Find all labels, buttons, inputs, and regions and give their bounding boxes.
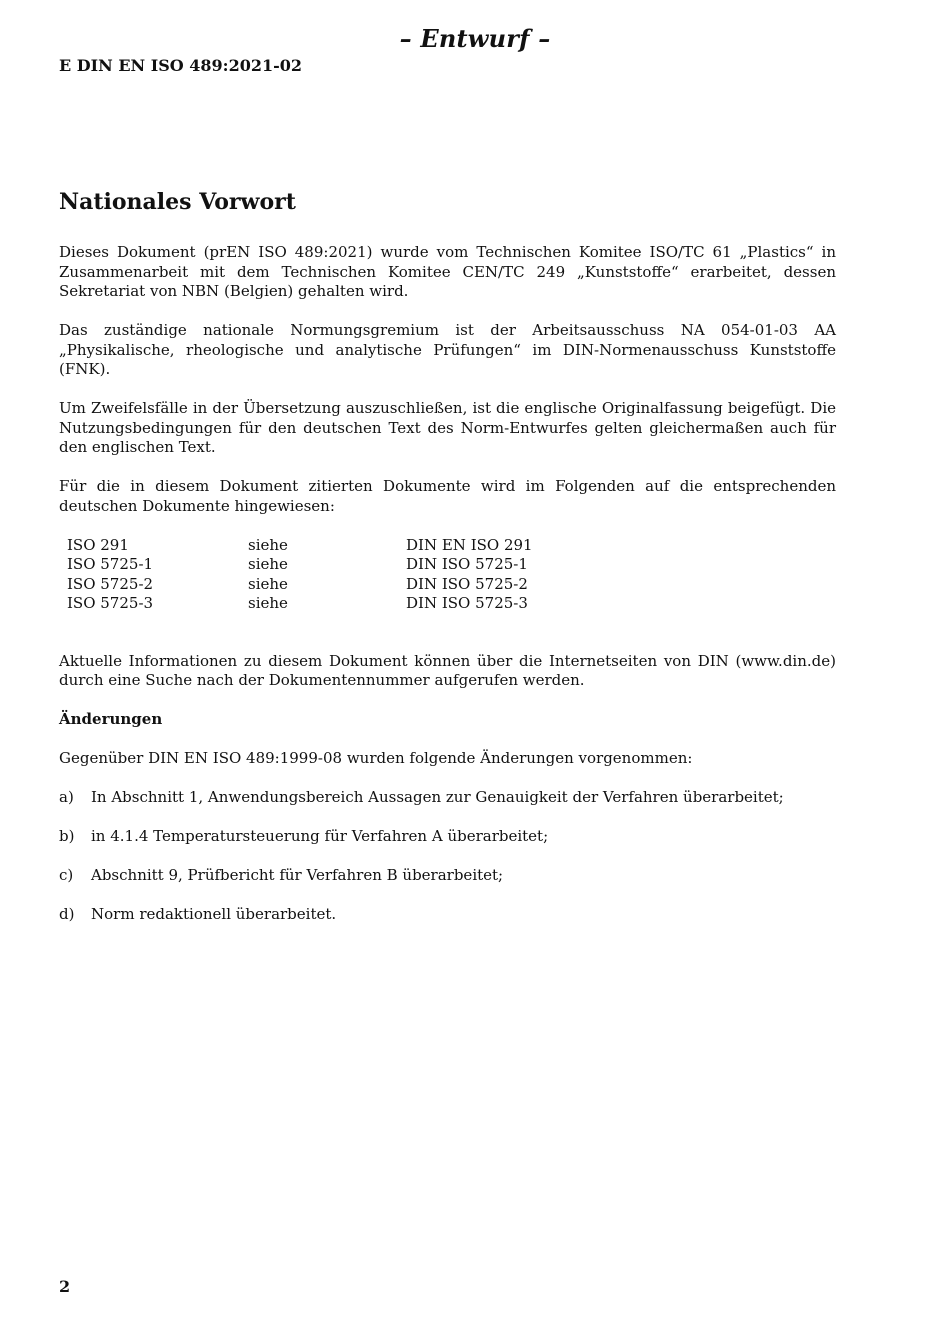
section-title: Nationales Vorwort	[59, 189, 296, 215]
reference-link-word: siehe	[248, 574, 288, 593]
reference-iso: ISO 5725-2	[67, 574, 154, 593]
paragraph-committee: Dieses Dokument (prEN ISO 489:2021) wurde vom Technischen Komitee ISO/TC 61 „Plastics“ in Zusammenarbeit mit dem Technischen Komitee CEN/TC 249 „Kunststoffe“ erarbeitet, dessen Sekretariat von NBN (Belgien) gehalten wird.	[59, 243, 836, 300]
document-identifier: E DIN EN ISO 489:2021-02	[59, 56, 302, 75]
list-marker: b)	[59, 827, 75, 845]
list-marker: d)	[59, 905, 75, 923]
reference-row	[59, 594, 533, 614]
list-marker: c)	[59, 866, 74, 884]
list-item	[59, 827, 836, 847]
list-text: in 4.1.4 Temperatursteuerung für Verfahren A überarbeitet;	[91, 827, 549, 845]
paragraph-references-intro: Für die in diesem Dokument zitierten Dokumente wird im Folgenden auf die entsprechenden deutschen Dokumente hingewiesen:	[59, 477, 836, 515]
paragraph-standards-body: Das zuständige nationale Normungsgremium ist der Arbeitsausschuss NA 054-01-03 AA „Physikalische, rheologische und analytische Prüfungen“ im DIN-Normenausschuss Kunststoffe (FNK).	[59, 321, 836, 378]
changes-heading: Änderungen	[59, 710, 163, 728]
reference-row	[59, 555, 533, 575]
list-text: Norm redaktionell überarbeitet.	[91, 905, 337, 923]
reference-iso: ISO 291	[67, 535, 129, 554]
paragraph-info: Aktuelle Informationen zu diesem Dokument können über die Internetseiten von DIN (www.din.de) durch eine Suche nach der Dokumentennummer aufgerufen werden.	[59, 651, 836, 689]
reference-iso: ISO 5725-3	[67, 594, 154, 612]
list-item	[59, 788, 836, 808]
reference-din: DIN ISO 5725-2	[406, 574, 528, 593]
changes-intro: Gegenüber DIN EN ISO 489:1999-08 wurden folgende Änderungen vorgenommen:	[59, 749, 693, 767]
reference-row	[59, 575, 533, 595]
reference-iso: ISO 5725-1	[67, 555, 154, 573]
reference-row	[59, 536, 533, 556]
national-foreword-section	[59, 186, 836, 944]
list-text: Abschnitt 9, Prüfbericht für Verfahren B überarbeitet;	[91, 866, 504, 884]
reference-din: DIN EN ISO 291	[406, 535, 533, 554]
reference-link-word: siehe	[248, 594, 288, 612]
page-number: 2	[59, 1277, 71, 1296]
list-marker: a)	[59, 788, 74, 806]
list-item	[59, 905, 836, 925]
reference-link-word: siehe	[248, 555, 288, 573]
draft-watermark-title: – Entwurf –	[399, 24, 551, 53]
reference-link-word: siehe	[248, 535, 288, 554]
list-text: In Abschnitt 1, Anwendungsbereich Aussagen zur Genauigkeit der Verfahren überarbeitet;	[91, 788, 784, 806]
reference-table	[59, 536, 533, 614]
list-item	[59, 866, 836, 886]
reference-din: DIN ISO 5725-1	[406, 555, 528, 573]
reference-din: DIN ISO 5725-3	[406, 594, 528, 612]
paragraph-translation: Um Zweifelsfälle in der Übersetzung auszuschließen, ist die englische Originalfassung beigefügt. Die Nutzungsbedingungen für den deutschen Text des Norm-Entwurfes gelten gleichermaßen auch für den englischen Text.	[59, 399, 836, 456]
